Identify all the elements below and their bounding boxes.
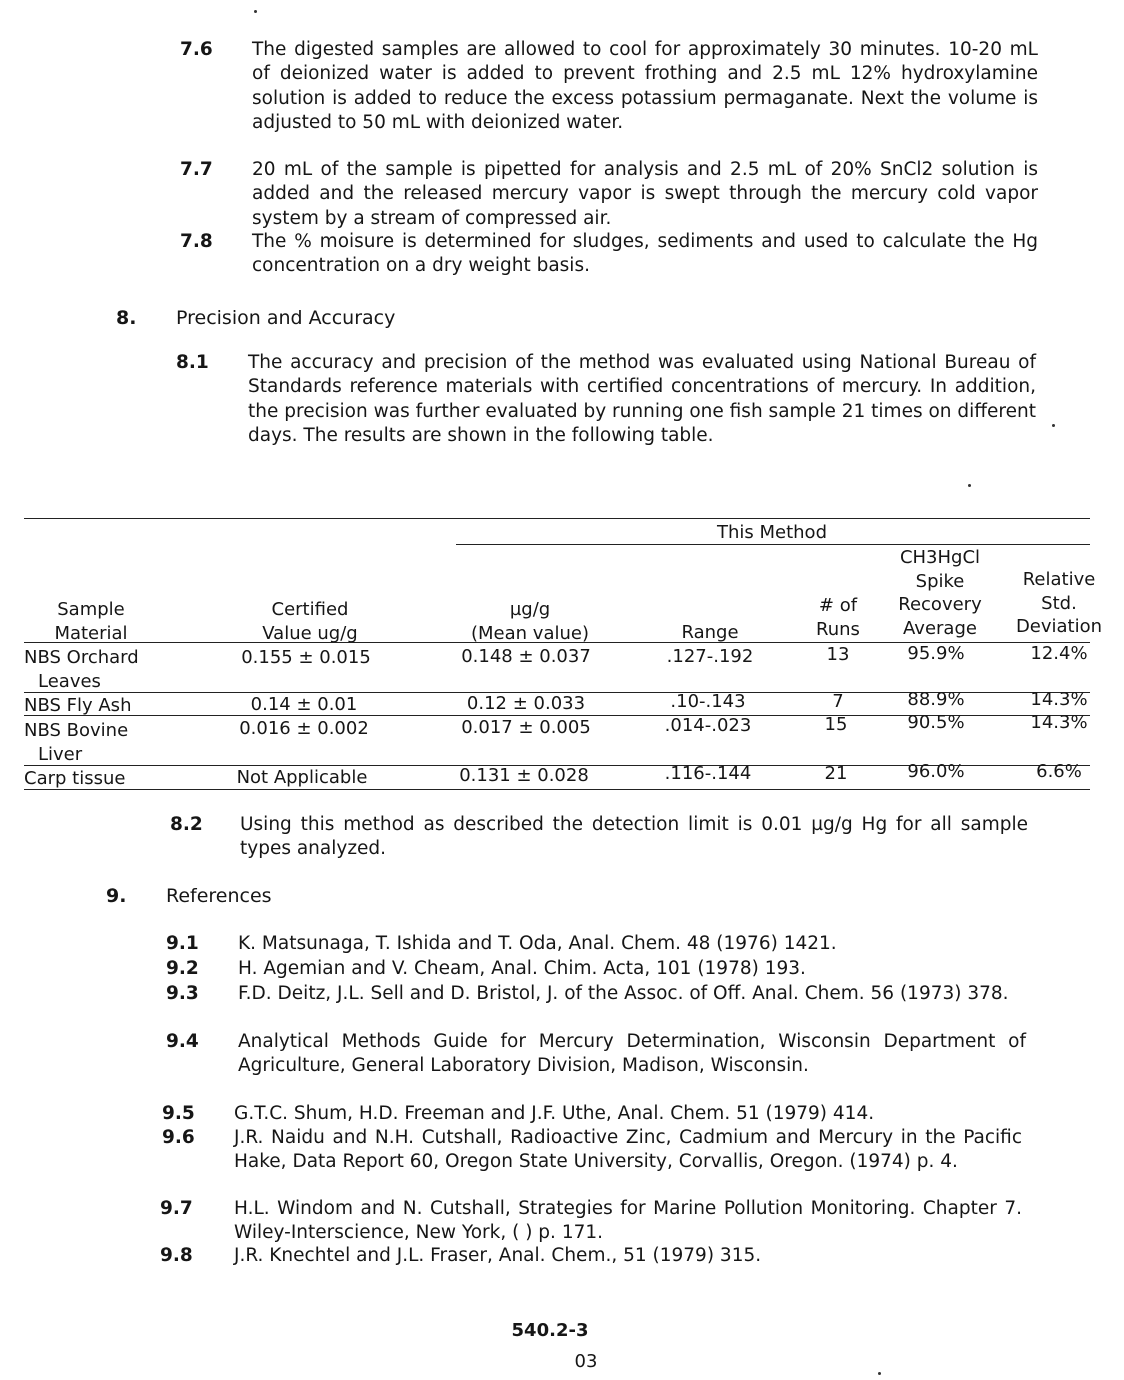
- cell-rsd: 14.3%: [1030, 712, 1088, 733]
- reference-9-4: [166, 1030, 1028, 1106]
- section-title: Precision and Accuracy: [176, 307, 396, 329]
- ref-number: 9.3: [166, 983, 199, 1004]
- cell-range: .127-.192: [666, 646, 754, 667]
- cell-sample: NBS Bovine Liver: [24, 720, 129, 765]
- scan-speck: [254, 10, 257, 13]
- section-title: References: [166, 885, 272, 907]
- header-spike-recovery: CH3HgCl Spike Recovery Average: [898, 547, 982, 639]
- cell-rsd: 6.6%: [1036, 761, 1082, 782]
- paragraph-7-6: [180, 38, 1040, 160]
- cell-certified: 0.14 ± 0.01: [250, 694, 358, 715]
- section-9-heading: [106, 884, 506, 910]
- scan-speck: [968, 484, 971, 487]
- ref-number: 9.5: [162, 1103, 195, 1124]
- item-text: 20 mL of the sample is pipetted for analysis and 2.5 mL of 20% SnCl2 solution is added and the released mercury vapor is swept through the mercury cold vapor system by a stream of compressed air.: [252, 159, 1038, 229]
- scan-speck: [1052, 424, 1055, 427]
- group-header-this-method: This Method: [716, 522, 827, 543]
- ref-number: 9.4: [166, 1031, 199, 1052]
- ref-text: J.R. Knechtel and J.L. Fraser, Anal. Chem., 51 (1979) 315.: [234, 1245, 762, 1266]
- cell-runs: 7: [832, 691, 844, 712]
- cell-sample: NBS Fly Ash: [24, 695, 132, 716]
- cell-runs: 15: [824, 714, 848, 735]
- item-text: Using this method as described the detection limit is 0.01 µg/g Hg for all sample types analyzed.: [240, 814, 1028, 860]
- paragraph-8-2: [170, 813, 1030, 865]
- group-header-rule: [456, 544, 1090, 545]
- cell-runs: 21: [824, 763, 848, 784]
- section-number: 8.: [116, 307, 137, 329]
- paragraph-7-8: [180, 230, 1040, 282]
- item-number: 7.6: [180, 39, 213, 60]
- paragraph-8-1: [176, 351, 1038, 477]
- scan-speck: [878, 1372, 881, 1375]
- header-runs: # of Runs: [816, 595, 860, 640]
- header-relative-std-deviation: Relative Std. Deviation: [1015, 569, 1103, 637]
- ref-text: G.T.C. Shum, H.D. Freeman and J.F. Uthe, Anal. Chem. 51 (1979) 414.: [234, 1103, 875, 1124]
- ref-number: 9.1: [166, 933, 199, 954]
- page-number: 540.2-3: [511, 1320, 589, 1341]
- section-8-heading: [116, 306, 616, 332]
- page-sub-number: 03: [574, 1351, 598, 1372]
- item-number: 7.7: [180, 159, 213, 180]
- cell-rsd: 12.4%: [1030, 643, 1088, 664]
- ref-number: 9.2: [166, 958, 199, 979]
- cell-certified: Not Applicable: [236, 767, 368, 788]
- header-certified-value: Certified Value ug/g: [262, 599, 358, 644]
- ref-text: K. Matsunaga, T. Ishida and T. Oda, Anal. Chem. 48 (1976) 1421.: [238, 933, 837, 954]
- ref-text: H.L. Windom and N. Cutshall, Strategies for Marine Pollution Monitoring. Chapter 7. Wiley-Interscience, New York, ( ) p. 171.: [234, 1198, 1022, 1244]
- reference-9-7: [160, 1197, 1022, 1247]
- item-text: The digested samples are allowed to cool for approximately 30 minutes. 10-20 mL of deionized water is added to prevent frothing and 2.5 mL 12% hydroxylamine solution is added to reduce the excess potassium permaganate. Next the volume is adjusted to 50 mL with deionized water.: [252, 39, 1038, 133]
- section-number: 9.: [106, 885, 127, 907]
- cell-range: .10-.143: [670, 691, 746, 712]
- header-range: Range: [681, 622, 739, 643]
- reference-9-5: [162, 1102, 1024, 1128]
- ref-text: H. Agemian and V. Cheam, Anal. Chim. Acta, 101 (1978) 193.: [238, 958, 806, 979]
- cell-sample: NBS Orchard Leaves: [24, 647, 139, 692]
- cell-spike: 90.5%: [907, 712, 965, 733]
- ref-text: Analytical Methods Guide for Mercury Determination, Wisconsin Department of Agriculture, General Laboratory Division, Madison, Wisconsin.: [238, 1031, 1026, 1077]
- table-top-rule: [24, 518, 1090, 519]
- reference-9-3: [166, 982, 1028, 1032]
- ref-text: F.D. Deitz, J.L. Sell and D. Bristol, J. of the Assoc. of Off. Anal. Chem. 56 (1973) 378.: [238, 983, 1009, 1004]
- table-bottom-rule: [24, 789, 1090, 790]
- item-text: The % moisure is determined for sludges, sediments and used to calculate the Hg concentration on a dry weight basis.: [252, 231, 1038, 277]
- cell-spike: 95.9%: [907, 643, 965, 664]
- header-mean-value: µg/g (Mean value): [471, 599, 589, 644]
- reference-9-8: [160, 1244, 1022, 1270]
- cell-mean: 0.12 ± 0.033: [466, 693, 586, 714]
- cell-mean: 0.131 ± 0.028: [459, 765, 589, 786]
- reference-9-1: [166, 932, 1028, 958]
- cell-certified: 0.155 ± 0.015: [241, 647, 371, 668]
- item-number: 7.8: [180, 231, 213, 252]
- cell-range: .116-.144: [664, 763, 752, 784]
- ref-number: 9.6: [162, 1127, 195, 1148]
- cell-spike: 88.9%: [907, 689, 965, 710]
- item-number: 8.1: [176, 352, 209, 373]
- reference-9-2: [166, 957, 1028, 983]
- ref-number: 9.8: [160, 1245, 193, 1266]
- header-sample-material: Sample Material: [54, 599, 128, 644]
- ref-text: J.R. Naidu and N.H. Cutshall, Radioactive Zinc, Cadmium and Mercury in the Pacific Hake, Data Report 60, Oregon State University, Corvallis, Oregon. (1974) p. 4.: [234, 1127, 1022, 1173]
- cell-certified: 0.016 ± 0.002: [239, 718, 369, 739]
- reference-9-6: [162, 1126, 1024, 1202]
- cell-rsd: 14.3%: [1030, 689, 1088, 710]
- ref-number: 9.7: [160, 1198, 193, 1219]
- cell-sample: Carp tissue: [24, 768, 126, 789]
- item-number: 8.2: [170, 814, 203, 835]
- item-text: The accuracy and precision of the method was evaluated using National Bureau of Standards reference materials with certified concentrations of mercury. In addition, the precision was further evaluated by running one fish sample 21 times on different days. The results are shown in the following table.: [248, 352, 1036, 446]
- cell-mean: 0.148 ± 0.037: [461, 646, 591, 667]
- paragraph-7-7: [180, 158, 1040, 234]
- cell-mean: 0.017 ± 0.005: [461, 717, 591, 738]
- cell-spike: 96.0%: [907, 761, 965, 782]
- cell-runs: 13: [826, 644, 850, 665]
- cell-range: .014-.023: [664, 715, 752, 736]
